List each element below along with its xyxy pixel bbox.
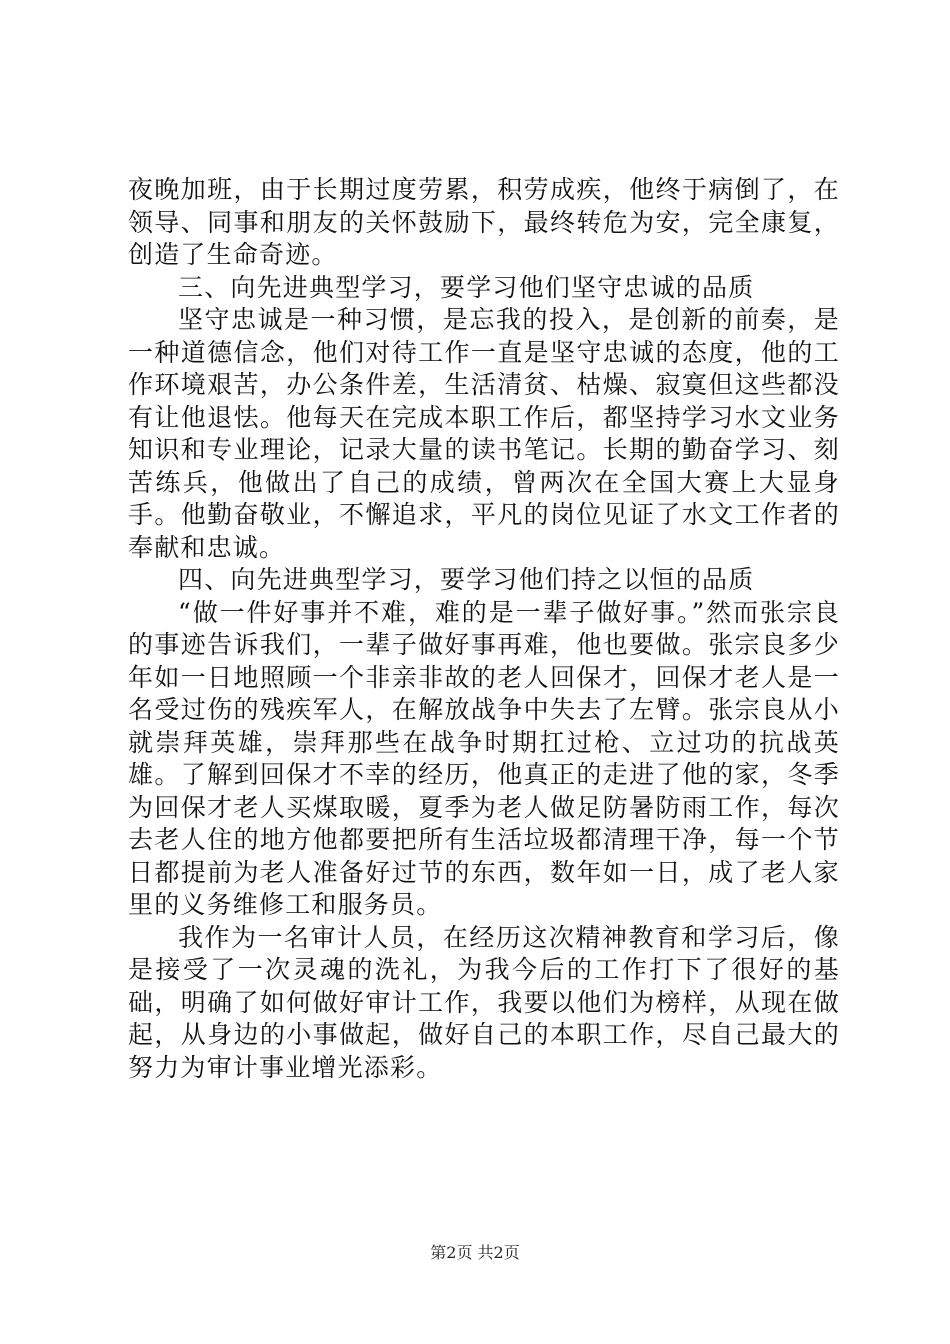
section-heading-4: 四、向先进典型学习，要学习他们持之以恒的品质 (178, 565, 755, 594)
page-number-footer: 第2页 共2页 (430, 1243, 520, 1262)
section-heading-3: 三、向先进典型学习，要学习他们坚守忠诚的品质 (178, 272, 755, 302)
document-body (128, 174, 840, 1084)
paragraph-loyalty: 坚守忠诚是一种习惯，是忘我的投入，是创新的前奏，是一种道德信念，他们对待工作一直是坚守忠诚的态度，他的工作环境艰苦，办公条件差，生活清贫、枯燥、寂寞但这些都没有让他退怯。他每天在完成本职工作后，都坚持学习水文业务知识和专业理论，记录大量的读书笔记。长期的勤奋学习、刻苦练兵，他做出了自己的成绩，曾两次在全国大赛上大显身手。他勤奋敬业，不懈追求，平凡的岗位见证了水文工作者的奉献和忠诚。 (128, 305, 840, 562)
paragraph-perseverance: “做一件好事并不难，难的是一辈子做好事。”然而张宗良的事迹告诉我们，一辈子做好事再难，他也要做。张宗良多少年如一日地照顾一个非亲非故的老人回保才，回保才老人是一名受过伤的残疾军人，在解放战争中失去了左臂。张宗良从小就崇拜英雄，崇拜那些在战争时期扛过枪、立过功的抗战英雄。了解到回保才不幸的经历，他真正的走进了他的家，冬季为回保才老人买煤取暖，夏季为老人做足防暑防雨工作，每次去老人住的地方他都要把所有生活垃圾都清理干净，每一个节日都提前为老人准备好过节的东西，数年如一日，成了老人家里的义务维修工和服务员。 (128, 597, 840, 919)
paragraph-continuation: 夜晚加班，由于长期过度劳累，积劳成疾，他终于病倒了，在领导、同事和朋友的关怀鼓励下，最终转危为安，完全康复，创造了生命奇迹。 (128, 175, 840, 269)
paragraph-conclusion: 我作为一名审计人员，在经历这次精神教育和学习后，像是接受了一次灵魂的洗礼，为我今后的工作打下了很好的基础，明确了如何做好审计工作，我要以他们为榜样，从现在做起，从身边的小事做起，做好自己的本职工作，尽自己最大的努力为审计事业增光添彩。 (128, 922, 840, 1082)
